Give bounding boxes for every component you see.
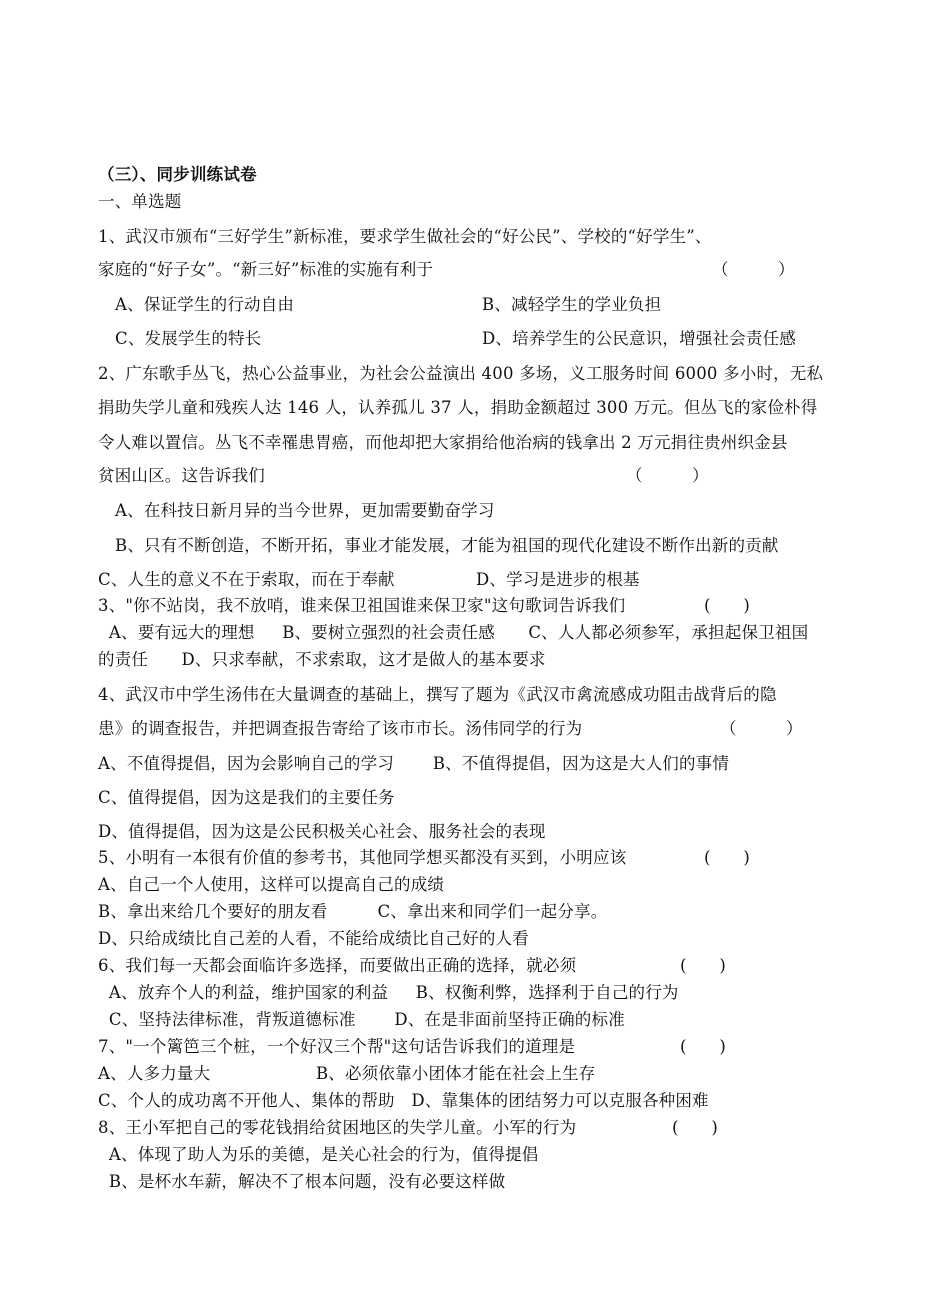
q2-option-d: D、学习是进步的根基 [476, 570, 640, 589]
q6-line-1: 6、我们每一天都会面临许多选择，而要做出正确的选择，就必须 [98, 956, 577, 975]
q8-options-line-1: A、体现了助人为乐的美德，是关心社会的行为，值得提倡 [98, 1145, 539, 1164]
q1-option-b: B、减轻学生的学业负担 [482, 295, 662, 314]
q7-options-line-1: A、人多力量大 B、必须依靠小团体才能在社会上生存 [98, 1064, 596, 1083]
q2-option-b: B、只有不断创造，不断开拓，事业才能发展，才能为祖国的现代化建设不断作出新的贡献 [115, 536, 779, 555]
q5-options-line-1: A、自己一个人使用，这样可以提高自己的成绩 [98, 875, 445, 894]
q1-option-a: A、保证学生的行动自由 [115, 295, 295, 314]
q2-line-3: 令人难以置信。丛飞不幸罹患胃癌，而他却把大家捐给他治病的钱拿出 2 万元捐往贵州织金县 [98, 433, 788, 452]
q6-answer-paren: ( ) [680, 956, 726, 975]
q2-line-4: 贫困山区。这告诉我们 [98, 466, 265, 485]
q5-line-1: 5、小明有一本很有价值的参考书，其他同学想买都没有买到，小明应该 [98, 848, 627, 867]
q8-answer-paren: ( ) [672, 1118, 718, 1137]
q3-answer-paren: ( ) [704, 596, 750, 615]
q4-line-1: 4、武汉市中学生汤伟在大量调查的基础上，撰写了题为《武汉市禽流感成功阻击战背后的隐 [98, 685, 777, 704]
q3-options-line-1: A、要有远大的理想 B、要树立强烈的社会责任感 C、人人都必须参军，承担起保卫祖国 [98, 623, 809, 642]
q6-options-line-1: A、放弃个人的利益，维护国家的利益 B、权衡利弊，选择利于自己的行为 [98, 983, 679, 1002]
q8-options-line-2: B、是杯水车薪，解决不了根本问题，没有必要这样做 [98, 1172, 506, 1191]
q4-line-2: 患》的调查报告，并把调查报告寄给了该市市长。汤伟同学的行为 [98, 719, 583, 738]
q7-line-1: 7、"一个篱笆三个桩，一个好汉三个帮"这句话告诉我们的道理是 [98, 1037, 576, 1056]
q4-options-line-3: D、值得提倡，因为这是公民积极关心社会、服务社会的表现 [98, 822, 546, 841]
q8-line-1: 8、王小军把自己的零花钱捐给贫困地区的失学儿童。小军的行为 [98, 1118, 577, 1137]
q3-line-1: 3、"你不站岗，我不放哨，谁来保卫祖国谁来保卫家"这句歌词告诉我们 [98, 596, 626, 615]
q2-line-1: 2、广东歌手丛飞，热心公益事业，为社会公益演出 400 多场，义工服务时间 6000 多小时，无私 [98, 364, 824, 383]
q6-options-line-2: C、坚持法律标准，背叛道德标准 D、在是非面前坚持正确的标准 [98, 1010, 625, 1029]
q1-answer-paren: （ ） [712, 260, 795, 279]
q7-options-line-2: C、个人的成功离不开他人、集体的帮助 D、靠集体的团结努力可以克服各种困难 [98, 1091, 709, 1110]
q2-option-c: C、人生的意义不在于索取，而在于奉献 [98, 570, 395, 589]
q1-line-1: 1、武汉市颁布“三好学生”新标准，要求学生做社会的“好公民”、学校的“好学生”、 [98, 227, 712, 246]
q7-answer-paren: ( ) [680, 1037, 726, 1056]
q4-options-line-2: C、值得提倡，因为这是我们的主要任务 [98, 788, 395, 807]
q5-answer-paren: ( ) [704, 848, 750, 867]
section-type: 一、单选题 [98, 192, 182, 211]
q4-answer-paren: （ ） [720, 719, 803, 738]
section-title: （三）、同步训练试卷 [98, 165, 257, 184]
q2-answer-paren: （ ） [626, 466, 709, 485]
q2-line-2: 捐助失学儿童和残疾人达 146 人，认养孤儿 37 人，捐助金额超过 300 万元。但丛飞的家俭朴得 [98, 398, 818, 417]
q2-option-a: A、在科技日新月异的当今世界，更加需要勤奋学习 [115, 501, 495, 520]
q5-options-line-2: B、拿出来给几个要好的朋友看 C、拿出来和同学们一起分享。 [98, 902, 608, 921]
q1-option-d: D、培养学生的公民意识，增强社会责任感 [482, 329, 797, 348]
q1-line-2: 家庭的“好子女”。“新三好”标准的实施有利于 [98, 260, 434, 279]
q3-options-line-2: 的责任 D、只求奉献，不求索取，这才是做人的基本要求 [98, 650, 546, 669]
q5-options-line-3: D、只给成绩比自己差的人看，不能给成绩比自己好的人看 [98, 929, 529, 948]
q4-options-line-1: A、不值得提倡，因为会影响自己的学习 B、不值得提倡，因为这是大人们的事情 [98, 754, 730, 773]
q1-option-c: C、发展学生的特长 [115, 329, 262, 348]
